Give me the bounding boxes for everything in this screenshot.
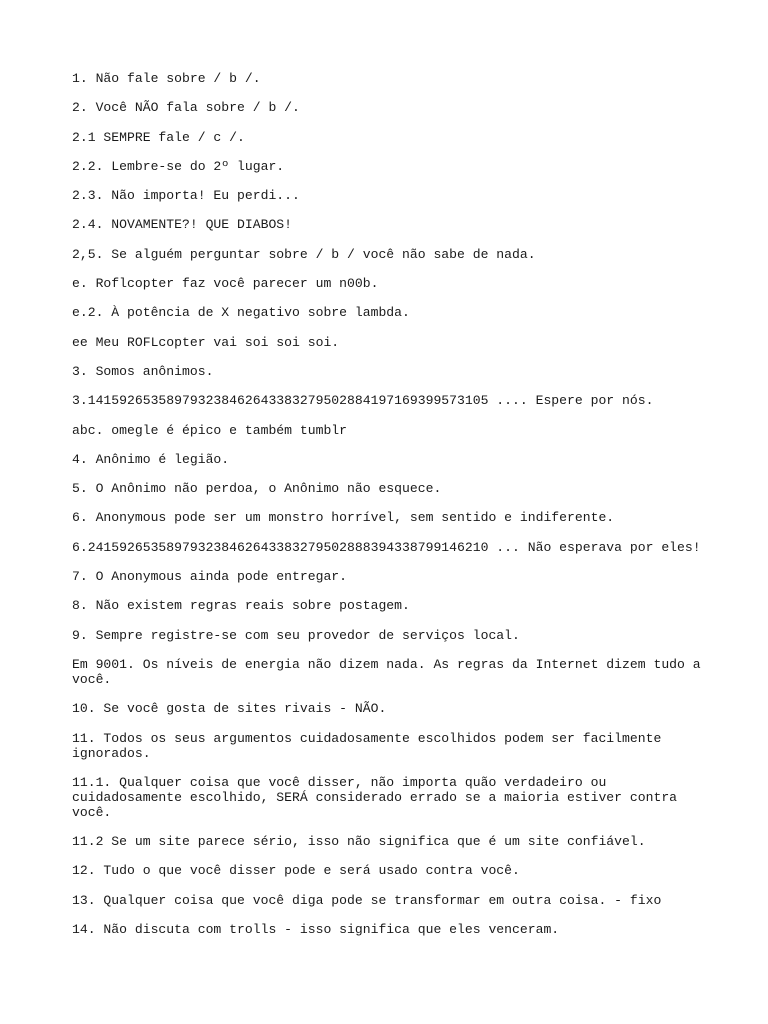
rule-paragraph: 7. O Anonymous ainda pode entregar. (72, 569, 348, 585)
rule-paragraph: 2. Você NÃO fala sobre / b /. (72, 100, 300, 116)
rule-paragraph: 11.2 Se um site parece sério, isso não significa que é um site confiável. (72, 834, 646, 850)
rule-paragraph: 13. Qualquer coisa que você diga pode se transformar em outra coisa. - fixo (72, 892, 662, 908)
rule-paragraph: 6. Anonymous pode ser um monstro horrível, sem sentido e indiferente. (72, 510, 615, 526)
rule-paragraph: 14. Não discuta com trolls - isso significa que eles venceram. (72, 922, 560, 938)
rule-paragraph: 6.24159265358979323846264338327950288839433879914621​0 ... Não esperava por eles! (72, 539, 701, 555)
document-body (72, 71, 709, 951)
rule-paragraph: 2,5. Se alguém perguntar sobre / b / você não sabe de nada. (72, 246, 536, 262)
rule-paragraph: 3. Somos anônimos. (72, 363, 214, 379)
rule-paragraph: e.2. À potência de X negativo sobre lambda. (72, 305, 410, 321)
rule-paragraph: 10. Se você gosta de sites rivais - NÃO. (72, 701, 387, 717)
rule-paragraph: 4. Anônimo é legião. (72, 451, 230, 467)
rule-paragraph: ee Meu ROFLcopter vai soi soi soi. (72, 334, 340, 350)
rule-paragraph: 5. O Anônimo não perdoa, o Anônimo não esquece. (72, 481, 442, 497)
rule-paragraph: Em 9001. Os níveis de energia não dizem nada. As regras da Internet dizem tudo a você. (72, 656, 709, 687)
rule-paragraph: 11. Todos os seus argumentos cuidadosamente escolhidos podem ser facilmente ignorados. (72, 730, 670, 761)
rule-paragraph: 1. Não fale sobre / b /. (72, 71, 261, 86)
rule-paragraph: 9. Sempre registre-se com seu provedor de serviços local. (72, 627, 520, 643)
rule-paragraph: 12. Tudo o que você disser pode e será usado contra você. (72, 863, 520, 879)
rule-paragraph: 2.1 SEMPRE fale / c /. (72, 129, 245, 145)
rule-paragraph: 8. Não existem regras reais sobre postagem. (72, 598, 410, 614)
rule-paragraph: 2.3. Não importa! Eu perdi... (72, 188, 300, 204)
rule-paragraph: 11.1. Qualquer coisa que você disser, não importa quão verdadeiro ou cuidadosamente escolhido, SERÁ considerado errado se a maioria estiver contra você. (72, 774, 685, 820)
rule-paragraph: 2.2. Lembre-se do 2º lugar. (72, 158, 285, 174)
rule-paragraph: abc. omegle é épico e também tumblr (72, 422, 348, 438)
rule-paragraph: e. Roflcopter faz você parecer um n00b. (72, 276, 379, 292)
rule-paragraph: 2.4. NOVAMENTE?! QUE DIABOS! (72, 217, 293, 233)
rule-paragraph: 3.14159265358979323846264338327950288419716939957310​5 .... Espere por nós. (72, 393, 654, 409)
